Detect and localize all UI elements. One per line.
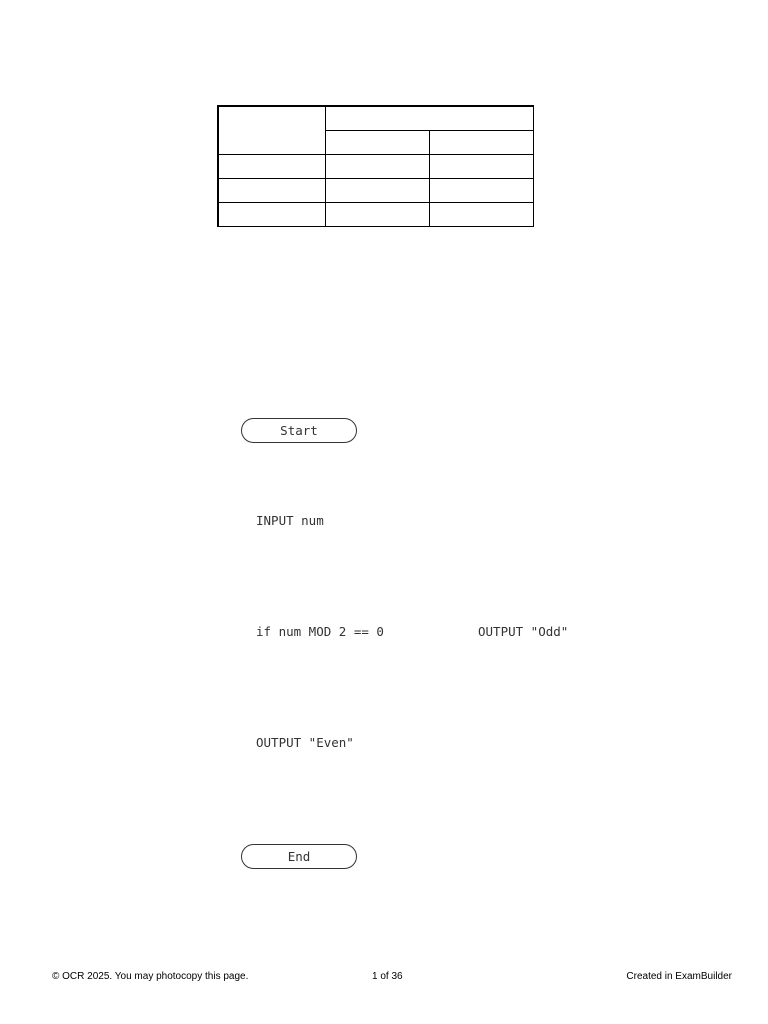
table-row: [218, 179, 534, 203]
table-row: [218, 203, 534, 227]
footer-created-in: Created in ExamBuilder: [626, 971, 732, 982]
table-header-row: [218, 106, 534, 131]
table-cell: [430, 203, 534, 227]
flowchart-odd-output-step: OUTPUT "Odd": [478, 624, 569, 639]
table-cell: [326, 106, 534, 131]
table-cell: [326, 131, 430, 155]
start-label: Start: [280, 423, 318, 438]
table-cell: [326, 179, 430, 203]
answer-table: [217, 105, 534, 227]
footer-copyright: © OCR 2025. You may photocopy this page.: [52, 971, 249, 982]
table-row: [218, 155, 534, 179]
table-cell: [430, 155, 534, 179]
footer-page-number: 1 of 36: [372, 971, 403, 982]
table-cell: [430, 131, 534, 155]
table-cell: [218, 106, 326, 155]
flowchart-even-output-step: OUTPUT "Even": [256, 735, 354, 750]
flowchart-decision-step: if num MOD 2 == 0: [256, 624, 384, 639]
table-cell: [218, 179, 326, 203]
table-cell: [218, 203, 326, 227]
table-cell: [326, 203, 430, 227]
table-cell: [430, 179, 534, 203]
flowchart-start-terminal: [241, 418, 357, 443]
table-cell: [218, 155, 326, 179]
flowchart-input-step: INPUT num: [256, 513, 324, 528]
table-cell: [326, 155, 430, 179]
end-label: End: [287, 849, 311, 864]
flowchart-end-terminal: [241, 844, 357, 869]
